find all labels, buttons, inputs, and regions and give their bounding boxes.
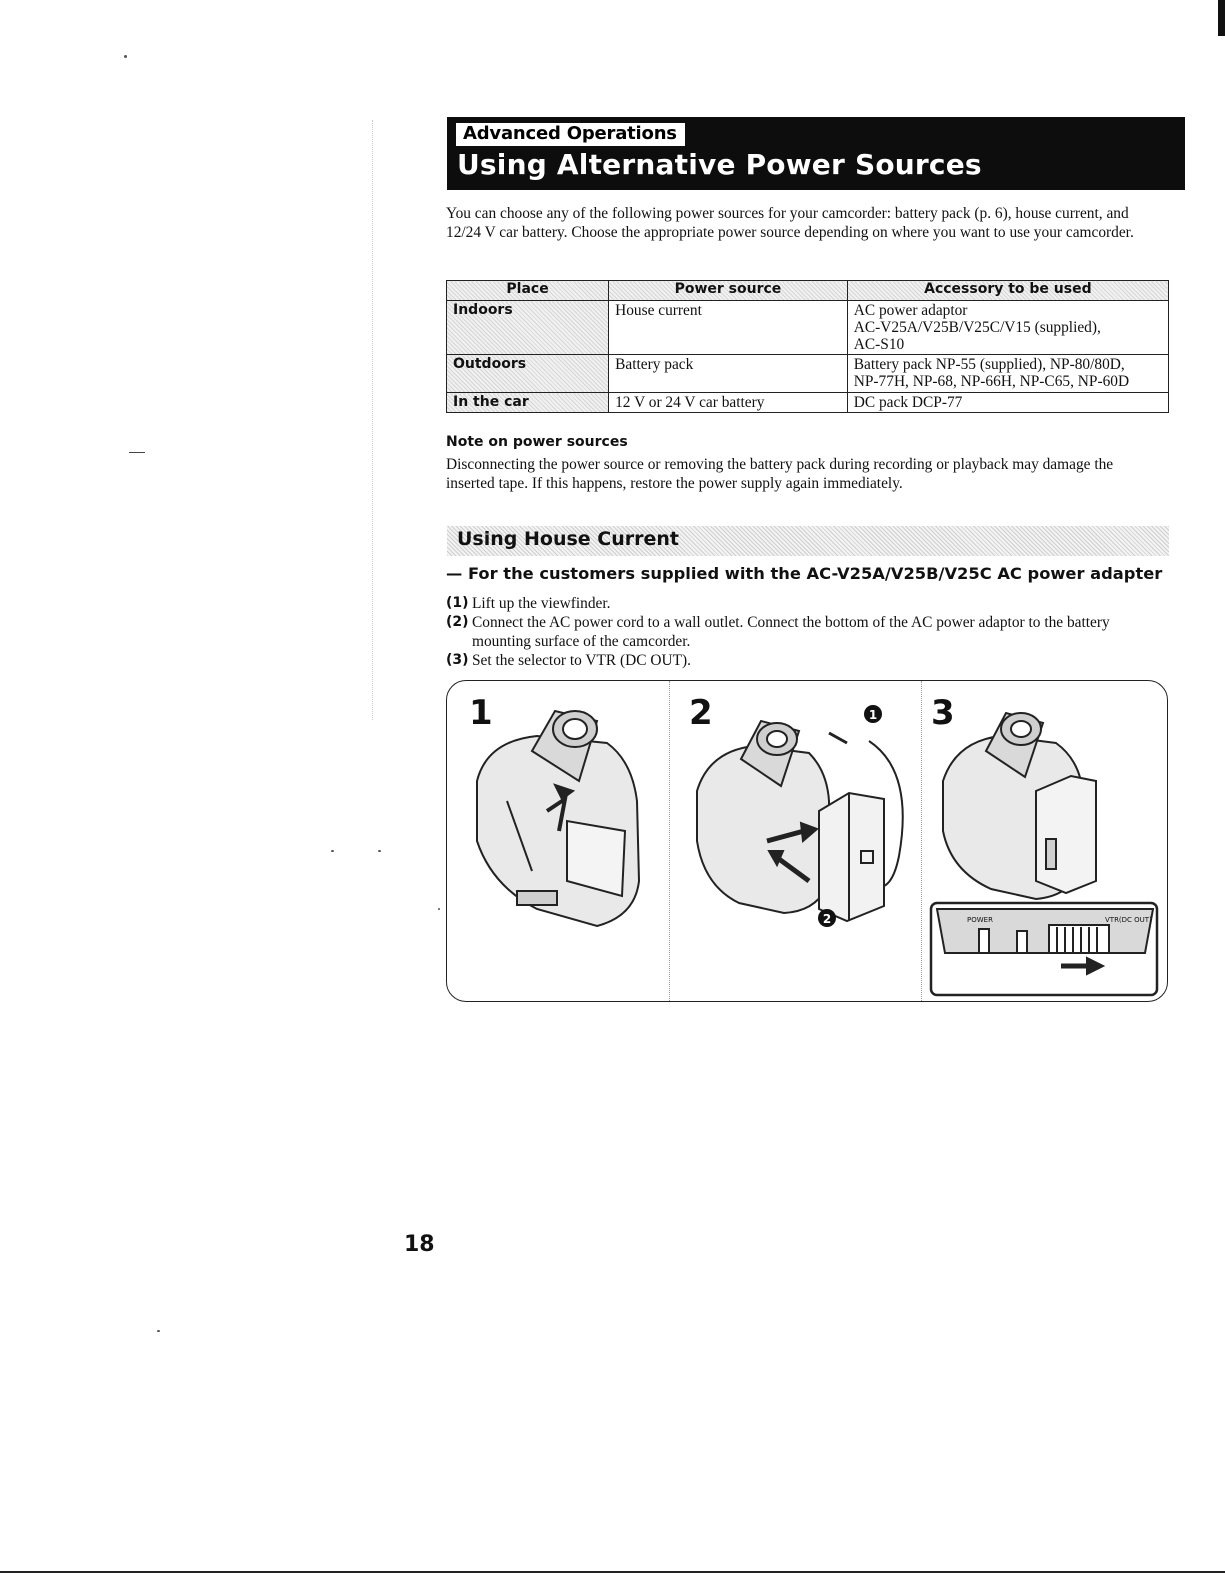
page-title: Using Alternative Power Sources: [457, 148, 982, 181]
vtr-dc-out-label: VTR(DC OUT): [1105, 916, 1152, 924]
illustration-panel-3: [921, 681, 1167, 1001]
setup-illustration: [446, 680, 1168, 1002]
table-row: [447, 393, 1169, 413]
intro-paragraph: You can choose any of the following power sources for your camcorder: battery pack (p. 6), house current, and 12/24 V car battery. Choose the appropriate power source depending on where you want to use your camcorder.: [446, 205, 1134, 241]
step-text: Lift up the viewfinder.: [472, 595, 611, 612]
camcorder-viewfinder-up-drawing: [447, 681, 669, 1001]
power-label: POWER: [967, 916, 993, 924]
accessory-line: AC-V25A/V25B/V25C/V15 (supplied),: [853, 319, 1101, 336]
note-body: Disconnecting the power source or removing the battery pack during recording or playback may damage the inserted tape. If this happens, restore the power supply again immediately.: [446, 456, 1114, 492]
step-list: [446, 594, 1158, 670]
step-text: Connect the AC power cord to a wall outlet. Connect the bottom of the AC power adaptor to the battery mounting surface of the camcorder.: [472, 614, 1110, 650]
place-cell: Outdoors: [447, 355, 609, 393]
power-source-cell: Battery pack: [609, 355, 848, 393]
scan-speck: [124, 55, 127, 58]
step-item: [446, 651, 1158, 670]
power-source-table: [446, 280, 1169, 413]
illustration-panel-2: [669, 681, 922, 1001]
power-source-cell: House current: [609, 301, 848, 355]
note-heading: Note on power sources: [446, 434, 628, 450]
scan-edge-mark: [1218, 0, 1225, 36]
table-header-row: [447, 281, 1169, 301]
subsection-title: Using House Current: [457, 528, 679, 550]
step-item: [446, 594, 1158, 613]
scan-bottom-edge: [0, 1571, 1225, 1573]
selector-switch-drawing: [921, 681, 1167, 1001]
panel-number: 3: [931, 693, 955, 733]
step-item: [446, 613, 1158, 651]
panel-number: 2: [689, 693, 713, 733]
scan-speck: [331, 850, 334, 852]
accessory-line: NP-77H, NP-68, NP-66H, NP-C65, NP-60D: [853, 373, 1130, 390]
table-row: [447, 355, 1169, 393]
place-cell: Indoors: [447, 301, 609, 355]
table-row: [447, 301, 1169, 355]
ac-adaptor-connection-drawing: [669, 681, 921, 1001]
accessory-cell: [847, 393, 1168, 413]
step-number: (1): [446, 595, 469, 611]
subsection-header: [447, 526, 1169, 556]
page-number: 18: [404, 1232, 435, 1257]
accessory-cell: [847, 355, 1168, 393]
panel-number: 1: [469, 693, 493, 733]
place-cell: In the car: [447, 393, 609, 413]
accessory-line: Battery pack NP-55 (supplied), NP-80/80D,: [853, 356, 1125, 373]
scan-speck: [378, 850, 381, 852]
customers-heading: — For the customers supplied with the AC-V25A/V25B/V25C AC power adapter: [446, 564, 1163, 583]
power-source-cell: 12 V or 24 V car battery: [609, 393, 848, 413]
accessory-cell: [847, 301, 1168, 355]
column-header-power-source: Power source: [609, 281, 848, 301]
scan-speck: [438, 908, 440, 910]
callout-2-label: 2: [822, 912, 832, 926]
column-header-accessory: Accessory to be used: [847, 281, 1168, 301]
scan-mark: [129, 452, 145, 453]
section-tag: Advanced Operations: [456, 123, 685, 146]
step-number: (3): [446, 652, 469, 668]
accessory-line: AC power adaptor: [853, 302, 968, 319]
column-header-place: Place: [447, 281, 609, 301]
accessory-line: DC pack DCP-77: [853, 394, 963, 411]
section-header: [447, 117, 1185, 190]
scan-speck: [157, 1330, 160, 1332]
scan-fold-line: [372, 120, 373, 720]
step-number: (2): [446, 614, 469, 630]
accessory-line: AC-S10: [853, 336, 905, 353]
step-text: Set the selector to VTR (DC OUT).: [472, 652, 691, 669]
illustration-panel-1: [447, 681, 670, 1001]
callout-1-label: 1: [868, 708, 878, 722]
